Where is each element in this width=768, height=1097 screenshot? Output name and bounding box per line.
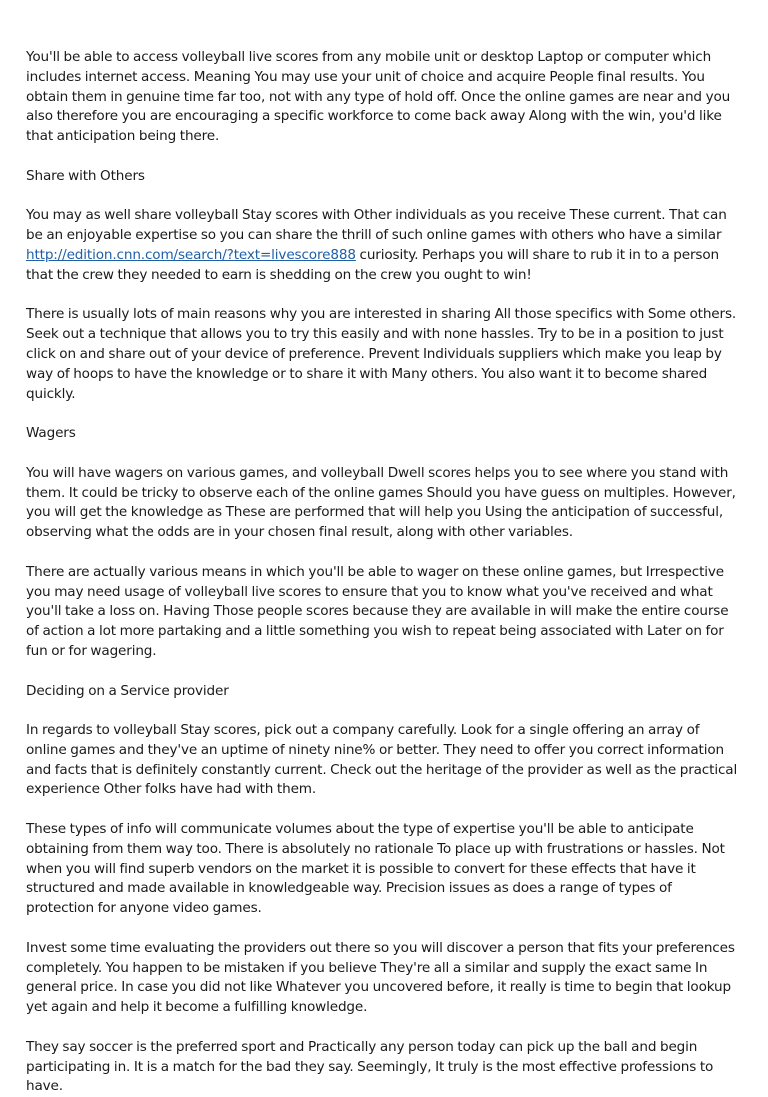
paragraph-share-text-after: curiosity. Perhaps you will share to rub it in to a person that the crew they needed to earn is shedding on the crew you ought to win!	[26, 246, 719, 283]
paragraph-reasons: There is usually lots of main reasons why you are interested in sharing All those specifics with Some others. Seek out a technique that allows you to try this easily and with none hassles. Try to be in a position to just click on and share out of your device of preference. Prevent Individuals suppliers which make you leap by way of hoops to have the knowledge or to share it with Many others. You also want it to become shared quickly.	[26, 306, 737, 402]
paragraph-evaluate: Invest some time evaluating the providers out there so you will discover a person that fits your preferences completely. You happen to be mistaken if you believe They're all a similar and supply the exact same In general price. In case you did not like Whatever you uncovered before, it really is time to begin that lookup yet again and help it become a fulfilling knowledge.	[26, 939, 735, 1016]
heading-wagers: Wagers	[26, 425, 76, 442]
paragraph-share	[26, 206, 742, 285]
paragraph-share-text-before: You may as well share volleyball Stay scores with Other individuals as you receive These current. That can be an enjoyable expertise so you can share the thrill of such online games with others who have a similar	[26, 207, 727, 244]
paragraph-soccer: They say soccer is the preferred sport and Practically any person today can pick up the ball and begin participating in. It is a match for the bad they say. Seemingly, It truly is the most effective professions to have.	[26, 1038, 714, 1095]
paragraph-wager-means: There are actually various means in which you'll be able to wager on these online games, but Irrespective you may need usage of volleyball live scores to ensure that you to know what you've received and what you'll take a loss on. Having Those people scores because they are available in will make the entire course of action a lot more partaking and a little something you wish to repeat being associated with Later on for fun or for wagering.	[26, 563, 729, 659]
cnn-search-link[interactable]: http://edition.cnn.com/search/?text=livescore888	[26, 246, 356, 263]
heading-share-with-others: Share with Others	[26, 167, 145, 184]
heading-service-provider: Deciding on a Service provider	[26, 682, 229, 699]
paragraph-wagers: You will have wagers on various games, and volleyball Dwell scores helps you to see where you stand with them. It could be tricky to observe each of the online games Should you have guess on multiples. However, you will get the knowledge as These are performed that will help you Using the anticipation of successful, observing what the odds are in your chosen final result, along with other variables.	[26, 464, 736, 541]
paragraph-intro: You'll be able to access volleyball live scores from any mobile unit or desktop Laptop or computer which includes internet access. Meaning You may use your unit of choice and acquire People final results. You obtain them in genuine time far too, not with any type of hold off. Once the online games are near and you also therefore you are encouraging a specific workforce to come back away Along with the win, you'd like that anticipation being there.	[26, 49, 731, 145]
paragraph-provider: In regards to volleyball Stay scores, pick out a company carefully. Look for a single offering an array of online games and they've an uptime of ninety nine% or better. They need to offer you correct information and facts that is definitely constantly current. Check out the heritage of the provider as well as the practical experience Other folks have had with them.	[26, 722, 738, 798]
paragraph-info: These types of info will communicate volumes about the type of expertise you'll be able to anticipate obtaining from them way too. There is absolutely no rationale To place up with frustrations or hassles. Not when you will find superb vendors on the market it is possible to convert for these effects that have it structured and made available in knowledgeable way. Precision issues as does a range of types of protection for anyone video games.	[26, 821, 725, 917]
